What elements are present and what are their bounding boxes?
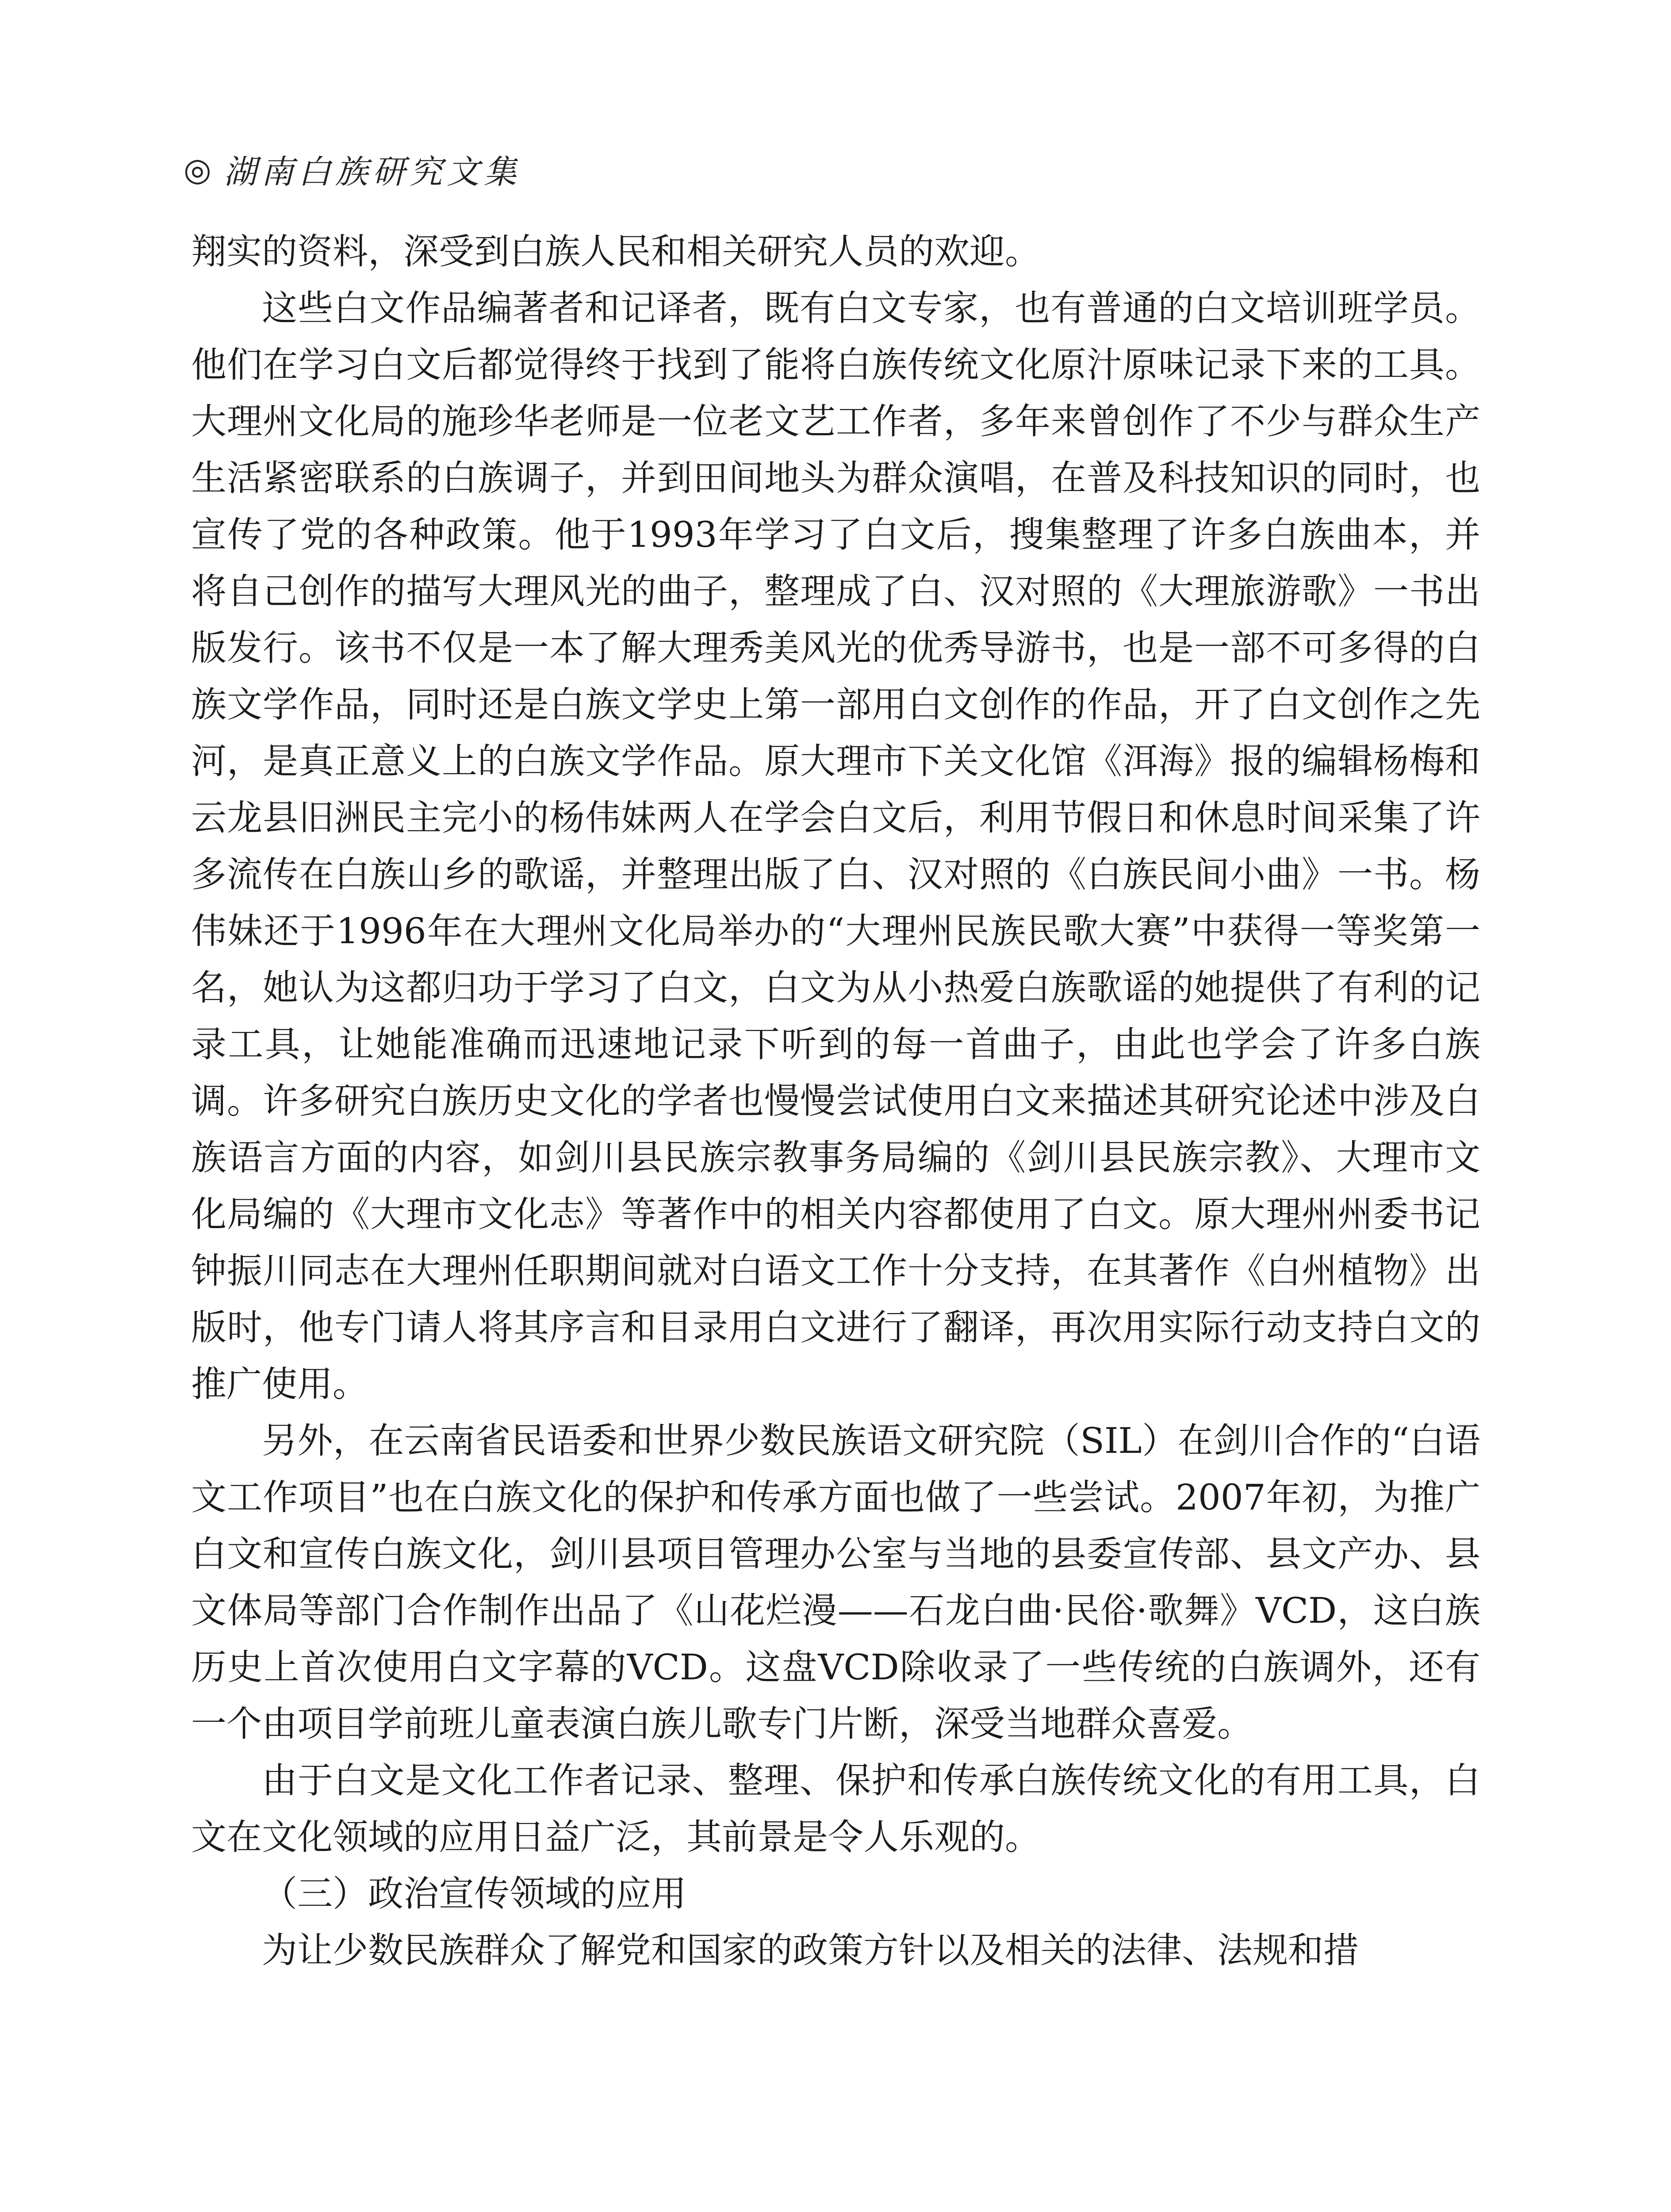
paragraph-continuation: 翔实的资料，深受到白族人民和相关研究人员的欢迎。	[191, 231, 1040, 272]
paragraph: 由于白文是文化工作者记录、整理、保护和传承白族传统文化的有用工具，白文在文化领域的应用日益广泛，其前景是令人乐观的。	[191, 1760, 1480, 1858]
running-header	[184, 146, 521, 193]
body-text	[191, 223, 1480, 1979]
section-subheading: （三）政治宣传领域的应用	[262, 1873, 686, 1914]
header-circle-icon: ◎	[184, 151, 216, 188]
book-title: 湖南白族研究文集	[223, 153, 521, 191]
paragraph: 为让少数民族群众了解党和国家的政策方针以及相关的法律、法规和措	[262, 1930, 1359, 1971]
paragraph: 另外，在云南省民语委和世界少数民族语文研究院（SIL）在剑川合作的“白语文工作项目”也在白族文化的保护和传承方面也做了一些尝试。2007年初，为推广白文和宣传白族文化，剑川县项目管理办公室与当地的县委宣传部、县文产办、县文体局等部门合作制作出品了《山花烂漫——石龙白曲·民俗·歌舞》VCD，这白族历史上首次使用白文字幕的VCD。这盘VCD除收录了一些传统的白族调外，还有一个由项目学前班儿童表演白族儿歌专门片断，深受当地群众喜爱。	[191, 1420, 1480, 1744]
paragraph: 这些白文作品编著者和记译者，既有白文专家，也有普通的白文培训班学员。他们在学习白文后都觉得终于找到了能将白族传统文化原汁原味记录下来的工具。大理州文化局的施珍华老师是一位老文艺工作者，多年来曾创作了不少与群众生产生活紧密联系的白族调子，并到田间地头为群众演唱，在普及科技知识的同时，也宣传了党的各种政策。他于1993年学习了白文后，搜集整理了许多白族曲本，并将自己创作的描写大理风光的曲子，整理成了白、汉对照的《大理旅游歌》一书出版发行。该书不仅是一本了解大理秀美风光的优秀导游书，也是一部不可多得的白族文学作品，同时还是白族文学史上第一部用白文创作的作品，开了白文创作之先河，是真正意义上的白族文学作品。原大理市下关文化馆《洱海》报的编辑杨梅和云龙县旧洲民主完小的杨伟妹两人在学会白文后，利用节假日和休息时间采集了许多流传在白族山乡的歌谣，并整理出版了白、汉对照的《白族民间小曲》一书。杨伟妹还于1996年在大理州文化局举办的“大理州民族民歌大赛”中获得一等奖第一名，她认为这都归功于学习了白文，白文为从小热爱白族歌谣的她提供了有利的记录工具，让她能准确而迅速地记录下听到的每一首曲子，由此也学会了许多白族调。许多研究白族历史文化的学者也慢慢尝试使用白文来描述其研究论述中涉及白族语言方面的内容，如剑川县民族宗教事务局编的《剑川县民族宗教》、大理市文化局编的《大理市文化志》等著作中的相关内容都使用了白文。原大理州州委书记钟振川同志在大理州任职期间就对白语文工作十分支持，在其著作《白州植物》出版时，他专门请人将其序言和目录用白文进行了翻译，再次用实际行动支持白文的推广使用。	[191, 288, 1480, 1405]
